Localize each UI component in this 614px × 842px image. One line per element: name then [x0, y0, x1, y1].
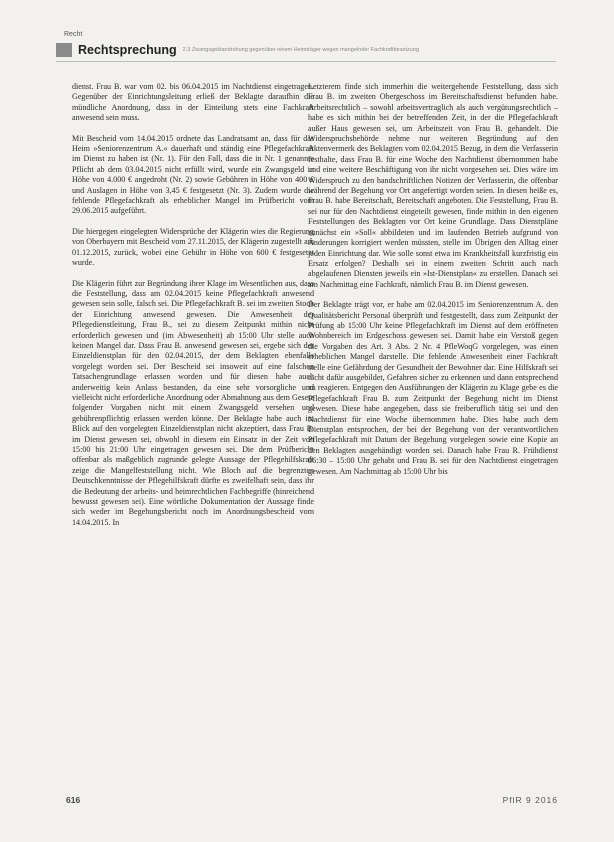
left-column: [72, 82, 314, 538]
page-number: 616: [66, 795, 81, 805]
section-subtitle: 2.3 Zwangsgeldandrohung gegenüber einem Heimträger wegen mangelnder Fachkraftbesetzung: [182, 47, 419, 53]
paragraph: Mit Bescheid vom 14.04.2015 ordnete das Landratsamt an, dass für das Heim »Seniorenzentrum A.« dauerhaft und ständig eine Pflegefachkraft im Dienst zu haben ist (Nr. 1). Für den Fall, dass die in Nr. 1 genannte Pflicht ab dem 03.04.2015 nicht erfüllt wird, wurde ein Zwangsgeld in Höhe von 4.000 € angedroht (Nr. 2) sowie Gebühren in Höhe von 400 € und Auslagen in Höhe von 3,45 € festgesetzt (Nr. 3). Zudem wurde die fehlende Pflegefachkraft als erheblicher Mangel im Prüfbericht vom 29.06.2015 aufgeführt.: [72, 133, 314, 216]
paragraph: Die Klägerin führt zur Begründung ihrer Klage im Wesentlichen aus, dass die Feststellung, dass am 02.04.2015 keine Pflegefachkraft anwesend gewesen sein solle, falsch sei. Die Pflegefachkraft B. sei im zweiten Stock der Einrichtung anwesend gewesen. Die Anwesenheit der Pflegedienstleitung, Frau B., sei zu diesem Zeitpunkt mithin nicht erforderlich gewesen und (im Abwesenheit) ab 15:00 Uhr stelle auch keinen Mangel dar. Dass Frau B. anwesend gewesen sei, ergebe sich der Einzeldienstplan für den 02.04.2015, der dem Beklagten ebenfalls vorgelegt worden sei. Der Bescheid sei insoweit auf eine falschen Tatsachengrundlage erlassen worden und für diesen habe auch anderweitig kein Anlass bestanden, da eine sehr vorsorgliche und vielleicht nicht erforderliche Anordnung oder Abmahnung aus dem Gesetz folgender Vorgaben nicht mit einem Zwangsgeld versehen und gebührenpflichtig erlassen werden könne. Der Beklagte habe auch im Blick auf den vorgelegten Einzeldienstplan nicht akzeptiert, dass Frau B. im Dienst gewesen sei, obwohl in diesem ein Einsatz in der Zeit von 15:00 bis 21:00 Uhr eingetragen gewesen sei. Die dem Prüfbericht offenbar als maßgeblich zugrunde gelegte Aussage der Pflegehilfskraft zeige die Mangelfeststellung nicht. Wie Bloch auf die begrenzten Deutschkenntnisse der Pflegehilfskraft dürfte es zweifelhaft sein, dass ihr die Bedeutung der arbeits- und heimrechtlichen Fachbegriffe (hinreichend bewusst gewesen sei). Eine wörtliche Dokumentation der Aussage finde sich weder im Begehungsbericht noch im Anordnungsbescheid vom 14.04.2015. In: [72, 278, 314, 527]
section-marker-icon: [56, 43, 72, 57]
journal-issue: PflR 9 2016: [502, 795, 558, 805]
right-column: [308, 82, 558, 487]
section-title: Rechtsprechung: [78, 43, 177, 57]
header-divider: [56, 61, 556, 62]
paragraph: dienst. Frau B. war vom 02. bis 06.04.2015 im Nachtdienst eingetragen. Gegenüber der Einrichtungsleitung erließ der Beklagte daraufhin die mündliche Anordnung, dass in der Einteilung stets eine Fachkraft anwesend sein muss.: [72, 82, 314, 123]
section-header: [56, 40, 556, 60]
paragraph: Letzterem finde sich immerhin die weitergehende Feststellung, dass sich Frau B. im zweiten Obergeschoss im Bereitschaftsdienst befunden habe. Arbeitsrechtlich – sowohl arbeitsvertraglich als auch vergütungsrechtlich – habe es sich mithin bei der betreffenden Zeit, in der die Pflegefachkraft außer Haus gewesen sei, um Arbeitszeit von Frau B. gehandelt. Die Widerspruchsbehörde nehme nur weiteren Begründung auf den Aktenvermerk des Beklagten vom 02.04.2015 Bezug, in dem die Verfasserin festhalte, dass Frau B. für eine Woche den Nachtdienst übernommen habe und eine weitere Beschäftigung von ihr nicht vorgesehen sei. Dies wäre im Widerspruch zu den handschriftlichen Notizen der Verfasserin, die offenbar während der Begehung vor Ort angefertigt worden seien. In diesen heiße es, Frau B. habe Bereitschaft, Bereitschaft angeboten. Die Feststellung, Frau B. sei nur für den Nachtdienst eingeteilt gewesen, finde mithin in den eigenen Feststellungen des Beklagten vor Ort keine Grundlage. Dass Dienstpläne zunächst ein »Soll« abbildeten und im laufenden Betrieb aufgrund von Änderungen korrigiert werden müssten, stelle im Übrigen den Alltag einer jeden Einrichtung dar. Wie solle sonst etwa im Krankheitsfall kurzfristig ein Ersatz erfolgen? Deshalb sei in einem zweiten Schritt auch nach abgelaufenen Diensten jeweils ein »Ist-Dienstplan« zu erstellen. Danach sei am Nachmittag eine Fachkraft, nämlich Frau B. im Dienst gewesen.: [308, 82, 558, 289]
paragraph: Der Beklagte trägt vor, er habe am 02.04.2015 im Seniorenzentrum A. den Qualitätsbericht Personal überprüft und festgestellt, dass zum Zeitpunkt der Prüfung ab 15:00 Uhr keine Pflegefachkraft im Dienst auf dem eröffneten Wohnbereich im Erdgeschoss gewesen sei. Damit habe ein Verstoß gegen die Vorgaben des Art. 3 Abs. 2 Nr. 4 PfleWoqG vorgelegen, was einen erheblichen Mangel darstelle. Die fehlende Anwesenheit einer Fachkraft stelle eine Gefährdung der Gesundheit der Bewohner dar. Eine Hilfskraft sei nicht dafür ausgebildet, Gefahren sicher zu erkennen und dann entsprechend zu reagieren. Entgegen den Ausführungen der Klägerin zu Klage gebe es die Pflegefachkraft Frau B. zum Zeitpunkt der Begehung nicht im Dienst gewesen. Diese habe angegeben, dass sie freiberuflich tätig sei und den Nachtdienst für eine Woche übernommen habe. Dies habe auch dem Dienstplan entsprochen, der bei der Begehung von der verantwortlichen Pflegefachkraft mit Datum der Begehung vorgelegen sowie eine Kopie an den Beklagten ausgehändigt worden sei. Danach habe Frau R. Frühdienst 06:30 – 15:00 Uhr gehabt und Frau B. sei für den Nachtdienst eingetragen gewesen. Am Nachmittag ab 15:00 Uhr bis: [308, 300, 558, 476]
running-head: Recht: [64, 31, 83, 38]
paragraph: Die hiergegen eingelegten Widersprüche der Klägerin wies die Regierung von Oberbayern mit Bescheid vom 27.11.2015, der Klägerin zugestellt am 01.12.2015, zurück, wobei eine Gebühr in Höhe von 600 € festgesetzt wurde.: [72, 226, 314, 268]
